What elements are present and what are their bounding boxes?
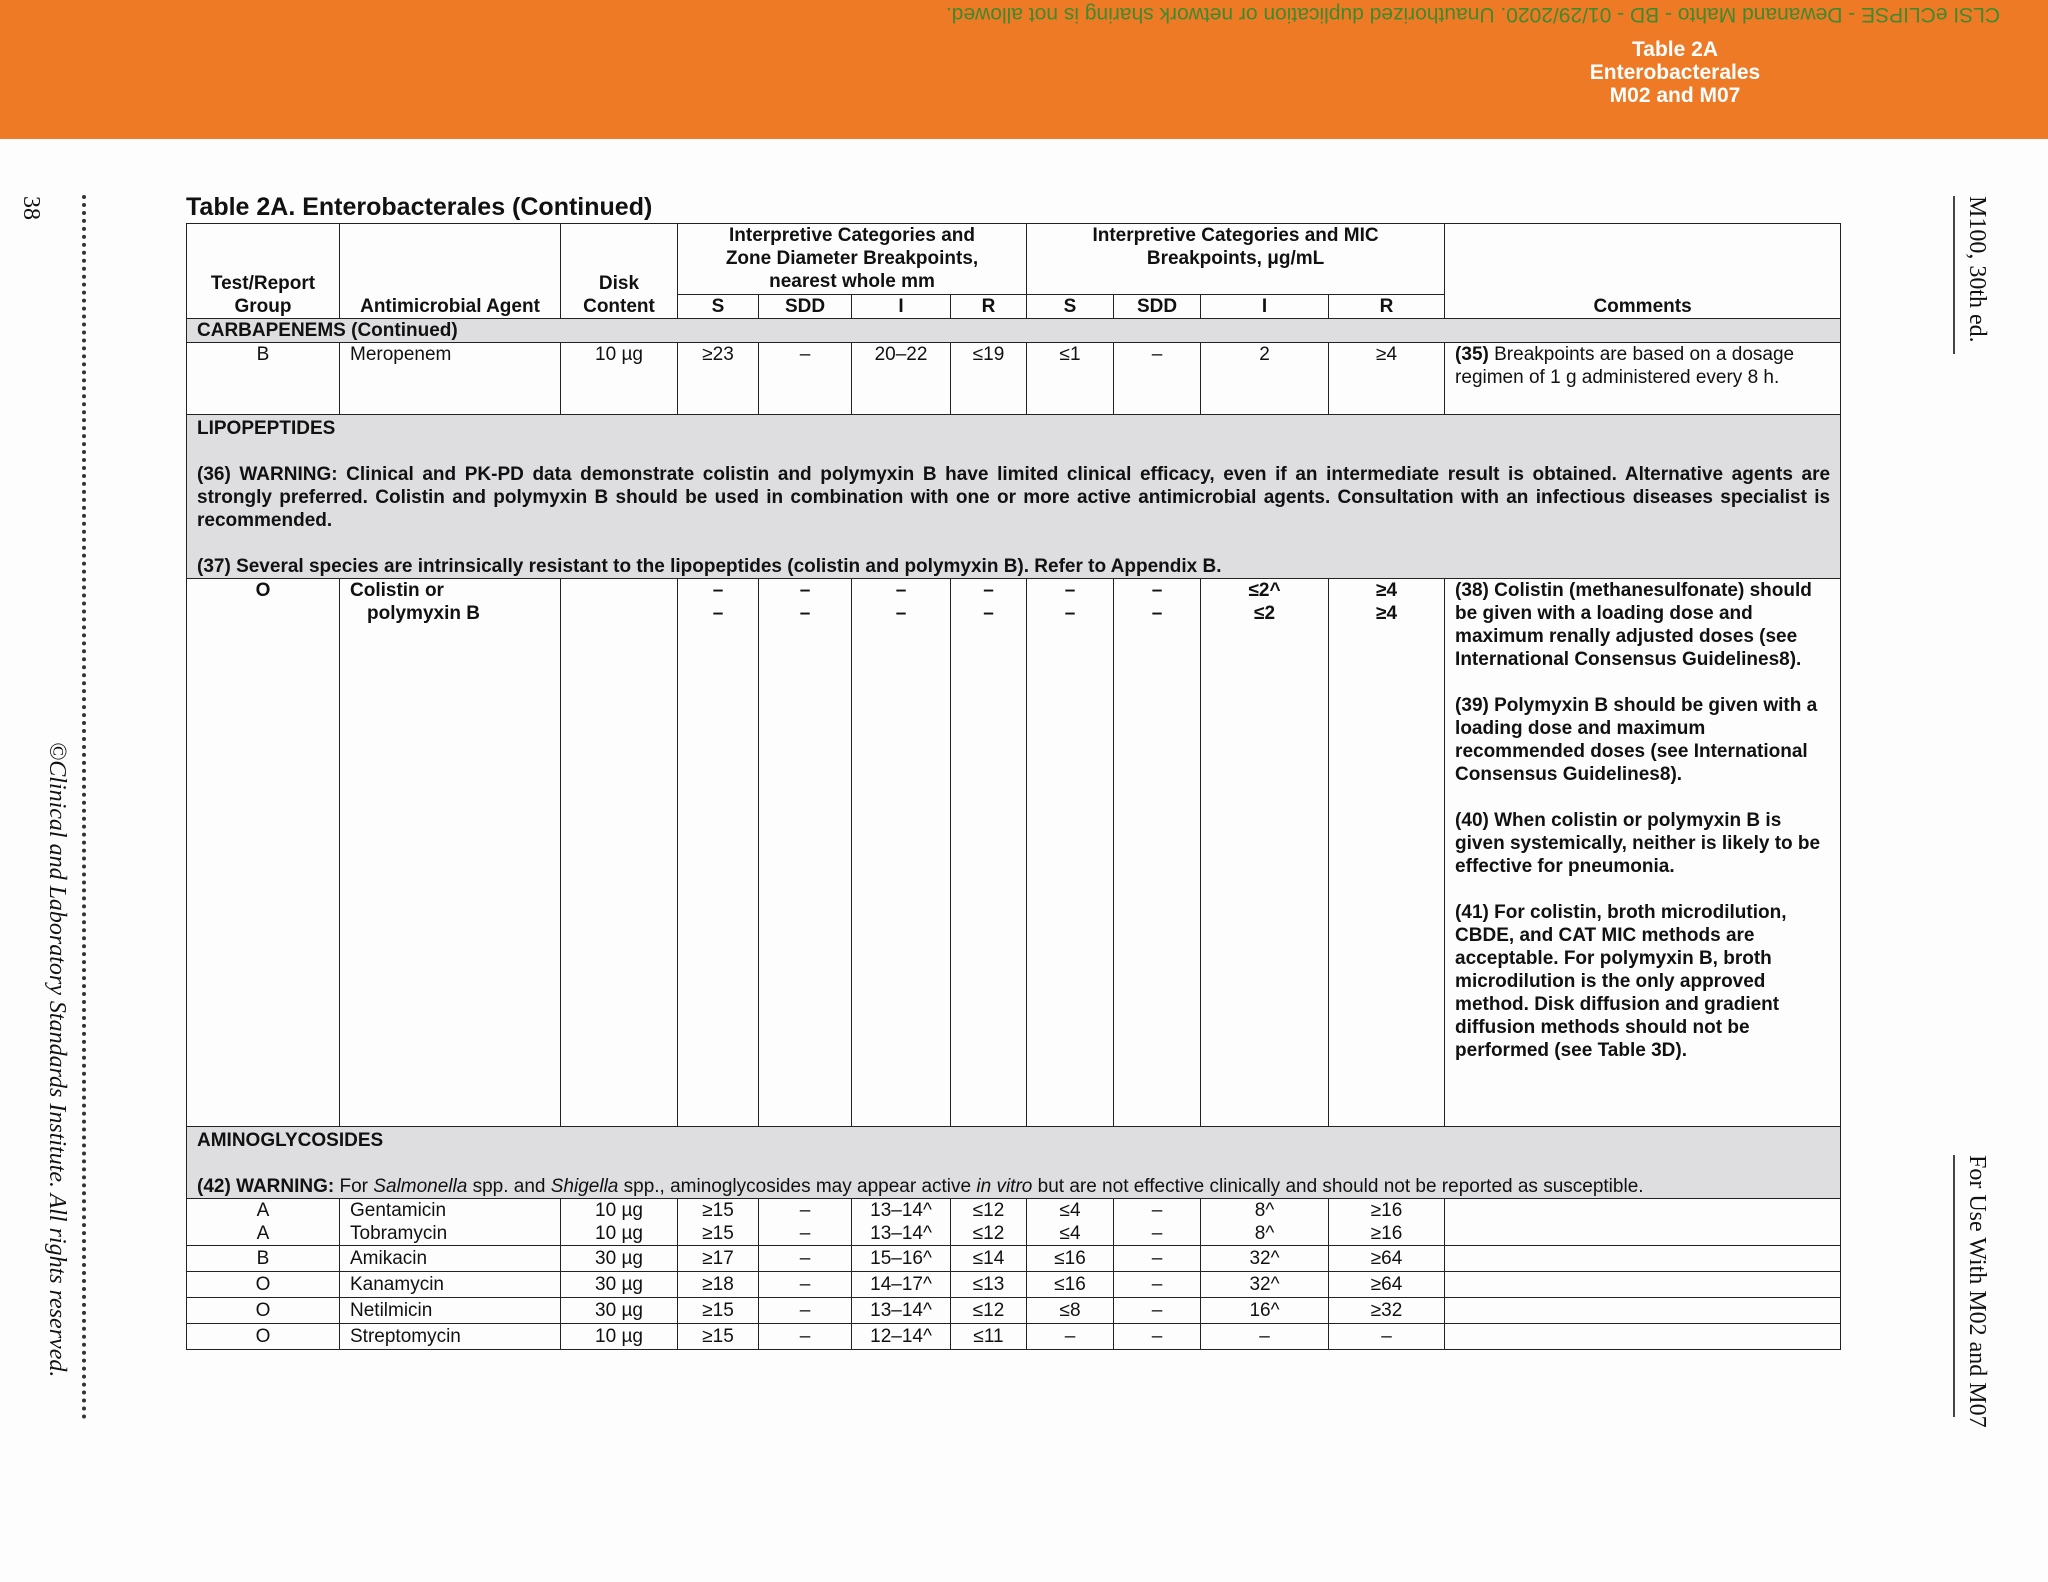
banner-title-line: M02 and M07 [1609,84,1741,107]
cell-disk: 30 µg [561,1272,678,1298]
cell-mic-sdd: – [1114,1324,1201,1350]
cell-agent [340,1199,561,1246]
note-37: (37) Several species are intrinsically resistant to the lipopeptides (colistin and polymyxin B). Refer to Appendix B. [197,556,1222,577]
dash: – [1151,580,1163,601]
header-test-report-group: Test/Report Group [187,224,340,319]
cell-zone-sdd: – [759,343,852,415]
page-number: 38 [18,196,44,220]
header-antimicrobial-agent: Antimicrobial Agent [340,224,561,319]
mic-value: ≥16 [1370,1200,1403,1221]
table-row-colistin [187,579,1841,1127]
header-zone-s: S [678,295,759,319]
cell-mic-r [1329,1199,1445,1246]
cell-comment [1445,1246,1841,1272]
cell-zone-s [678,1199,759,1246]
table-row-streptomycin [187,1324,1841,1350]
cell-disk [561,1199,678,1246]
cell-zone-r: ≤12 [951,1298,1027,1324]
section-aminoglycosides-cell [187,1127,1841,1199]
cell-comment [1445,1298,1841,1324]
cell-disk: 30 µg [561,1246,678,1272]
mic-value: ≥4 [1376,580,1398,601]
cell-mic-r: ≥64 [1329,1272,1445,1298]
dash: – [1064,603,1076,624]
agent-value: Gentamicin [350,1200,447,1221]
cell-zone-r: ≤11 [951,1324,1027,1350]
cell-mic-i: – [1201,1324,1329,1350]
mic-value: ≤2^ [1248,580,1281,601]
cell-comment [1445,1324,1841,1350]
header-comments: Comments [1445,224,1841,319]
header-zone-i: I [852,295,951,319]
cell-zone-s: ≥15 [678,1298,759,1324]
section-row [187,415,1841,579]
cell-mic-i: 32^ [1201,1246,1329,1272]
cell-mic-s: ≤16 [1027,1246,1114,1272]
cell-mic-s: – [1027,1324,1114,1350]
disk-value: 10 µg [595,1200,643,1221]
zone-value: ≤12 [972,1200,1005,1221]
warning-36: (36) WARNING: Clinical and PK-PD data demonstrate colistin and polymyxin B have limited clinical efficacy, even if an intermediate result is obtained. Alternative agents are strongly preferred. Colistin and polymyxin B should be used in combination with one or more active antimicrobial agents. Consultation with an infectious diseases specialist is recommended. [197,464,1831,531]
cell-zone-sdd: – [759,1298,852,1324]
disk-value: 10 µg [595,1223,643,1244]
cell-mic-r [1329,579,1445,1127]
cell-zone-s [678,579,759,1127]
header-mic-i: I [1201,295,1329,319]
cell-mic-i: 16^ [1201,1298,1329,1324]
table-row-kanamycin [187,1272,1841,1298]
cell-mic-i: 32^ [1201,1272,1329,1298]
cell-zone-s: ≥23 [678,343,759,415]
section-carbapenems: CARBAPENEMS (Continued) [187,319,1841,343]
cell-mic-r: ≥32 [1329,1298,1445,1324]
mic-value: – [1151,1200,1163,1221]
dash: – [712,603,724,624]
license-notice: CLSI eCLIPSE - Dewanand Mahto - BD - 01/29/2020. Unauthorized duplication or network sharing is not allowed. [945,3,2000,26]
dash: – [712,580,724,601]
cell-zone-i: 15–16^ [852,1246,951,1272]
cell-group: O [187,579,340,1127]
zone-value: ≤12 [972,1223,1005,1244]
cell-agent: Streptomycin [340,1324,561,1350]
cell-zone-sdd [759,579,852,1127]
header-banner [0,0,2048,139]
cell-mic-sdd: – [1114,1272,1201,1298]
warning-text: but are not effective clinically and should not be reported as susceptible. [1032,1176,1644,1197]
cell-zone-sdd [759,1199,852,1246]
dash: – [895,580,907,601]
cell-zone-sdd: – [759,1272,852,1298]
agent-value: Tobramycin [350,1223,448,1244]
cell-zone-i: 14–17^ [852,1272,951,1298]
agent-line: Colistin or [350,580,444,601]
zone-value: – [799,1200,811,1221]
cell-zone-r: ≤13 [951,1272,1027,1298]
agent-line: polymyxin B [367,603,480,624]
comment-38: (38) Colistin (methanesulfonate) should be given with a loading dose and maximum renally adjusted doses (see International Consensus Guidelines8). [1455,580,1812,670]
cell-group: O [187,1324,340,1350]
margin-rule [1953,1155,1955,1417]
warning-text: Salmonella [373,1176,468,1197]
mic-value: 8^ [1254,1223,1275,1244]
header-zone-group: Interpretive Categories and Zone Diameter Breakpoints, nearest whole mm [678,224,1027,295]
cell-agent: Meropenem [340,343,561,415]
warning-text: spp. and [467,1176,551,1197]
mic-value: ≥4 [1376,603,1398,624]
cell-mic-r: – [1329,1324,1445,1350]
banner-title [1550,38,1800,107]
zone-value: ≥15 [702,1200,734,1221]
cell-disk: 30 µg [561,1298,678,1324]
mic-value: ≥16 [1370,1223,1403,1244]
cell-zone-sdd: – [759,1324,852,1350]
cell-group [187,1199,340,1246]
mic-value: ≤4 [1059,1223,1081,1244]
for-use-label: For Use With M02 and M07 [1964,1155,1990,1428]
header-disk-content: Disk Content [561,224,678,319]
cell-agent: Amikacin [340,1246,561,1272]
warning-text: Shigella [550,1176,619,1197]
cell-group: O [187,1272,340,1298]
mic-value: – [1151,1223,1163,1244]
header-mic-r: R [1329,295,1445,319]
cell-zone-r: ≤19 [951,343,1027,415]
dash: – [983,603,994,624]
warning-42 [197,1175,1830,1198]
section-aminoglycosides: AMINOGLYCOSIDES [197,1130,384,1151]
cell-zone-i: 13–14^ [852,1298,951,1324]
table-row-meropenem [187,343,1841,415]
header-mic-sdd: SDD [1114,295,1201,319]
cell-agent: Netilmicin [340,1298,561,1324]
margin-dotted-line [82,195,96,1420]
banner-title-line: Table 2A [1632,38,1718,61]
cell-mic-s [1027,579,1114,1127]
zone-value: 13–14^ [870,1223,932,1244]
header-zone-sdd: SDD [759,295,852,319]
cell-zone-r [951,579,1027,1127]
cell-disk [561,579,678,1127]
table-row-amikacin [187,1246,1841,1272]
group-value: A [256,1200,270,1221]
breakpoint-table [186,223,1841,1350]
dash: – [799,603,811,624]
cell-disk: 10 µg [561,343,678,415]
mic-value: ≤4 [1059,1200,1081,1221]
edition-label: M100, 30th ed. [1964,196,1990,343]
cell-mic-i [1201,579,1329,1127]
cell-zone-s: ≥17 [678,1246,759,1272]
cell-mic-s [1027,1199,1114,1246]
cell-zone-i [852,579,951,1127]
header-zone-r: R [951,295,1027,319]
cell-mic-sdd: – [1114,1298,1201,1324]
zone-value: ≥15 [702,1223,734,1244]
banner-title-line: Enterobacterales [1589,61,1761,84]
cell-mic-i [1201,1199,1329,1246]
warning-text: For [334,1176,374,1197]
zone-value: 13–14^ [870,1200,932,1221]
header-mic-s: S [1027,295,1114,319]
warning-label: (42) WARNING: [197,1176,335,1197]
cell-comment [1445,343,1841,415]
mic-value: 8^ [1254,1200,1275,1221]
cell-mic-sdd [1114,1199,1201,1246]
cell-group: B [187,1246,340,1272]
copyright-notice: ©Clinical and Laboratory Standards Institute. All rights reserved. [44,742,70,1378]
mic-value: ≤2 [1254,603,1276,624]
cell-comment [1445,1199,1841,1246]
dash: – [895,603,907,624]
cell-mic-sdd [1114,579,1201,1127]
cell-zone-s: ≥15 [678,1324,759,1350]
cell-zone-i: 12–14^ [852,1324,951,1350]
comment-41: (41) For colistin, broth microdilution, CBDE, and CAT MIC methods are acceptable. For polymyxin B, broth microdilution is the only approved method. Disk diffusion and gradient diffusion methods should not be performed (see Table 3D). [1455,902,1787,1061]
cell-zone-r [951,1199,1027,1246]
warning-text: in vitro [976,1176,1033,1197]
cell-comment [1445,579,1841,1127]
section-row [187,1127,1841,1199]
cell-zone-sdd: – [759,1246,852,1272]
cell-comment [1445,1272,1841,1298]
header-mic-group: Interpretive Categories and MIC Breakpoints, μg/mL [1027,224,1445,295]
comment-40: (40) When colistin or polymyxin B is given systemically, neither is likely to be effective for pneumonia. [1455,810,1821,877]
margin-rule [1953,196,1955,354]
zone-value: – [799,1223,811,1244]
dash: – [983,580,994,601]
cell-mic-sdd: – [1114,343,1201,415]
comment-number: (35) [1455,344,1489,365]
table-row-gentamicin-tobramycin [187,1199,1841,1246]
warning-text: spp., aminoglycosides may appear active [618,1176,977,1197]
section-row [187,319,1841,343]
cell-zone-s: ≥18 [678,1272,759,1298]
table-row-netilmicin [187,1298,1841,1324]
cell-zone-i: 20–22 [852,343,951,415]
section-lipopeptides: LIPOPEPTIDES [197,418,336,439]
cell-mic-s: ≤1 [1027,343,1114,415]
cell-mic-s: ≤8 [1027,1298,1114,1324]
cell-mic-sdd: – [1114,1246,1201,1272]
cell-mic-r: ≥64 [1329,1246,1445,1272]
cell-mic-s: ≤16 [1027,1272,1114,1298]
comment-text: Breakpoints are based on a dosage regimen of 1 g administered every 8 h. [1455,344,1795,388]
cell-mic-i: 2 [1201,343,1329,415]
header-row [187,224,1841,295]
comment-39: (39) Polymyxin B should be given with a loading dose and maximum recommended doses (see International Consensus Guidelines8). [1455,695,1818,785]
section-lipopeptides-cell [187,415,1841,579]
dash: – [1151,603,1163,624]
cell-group: O [187,1298,340,1324]
cell-disk: 10 µg [561,1324,678,1350]
cell-mic-r: ≥4 [1329,343,1445,415]
cell-group: B [187,343,340,415]
dash: – [1064,580,1076,601]
cell-agent: Kanamycin [340,1272,561,1298]
group-value: A [256,1223,270,1244]
cell-zone-i [852,1199,951,1246]
cell-zone-r: ≤14 [951,1246,1027,1272]
dash: – [799,580,811,601]
table-title: Table 2A. Enterobacterales (Continued) [186,193,653,221]
cell-agent [340,579,561,1127]
